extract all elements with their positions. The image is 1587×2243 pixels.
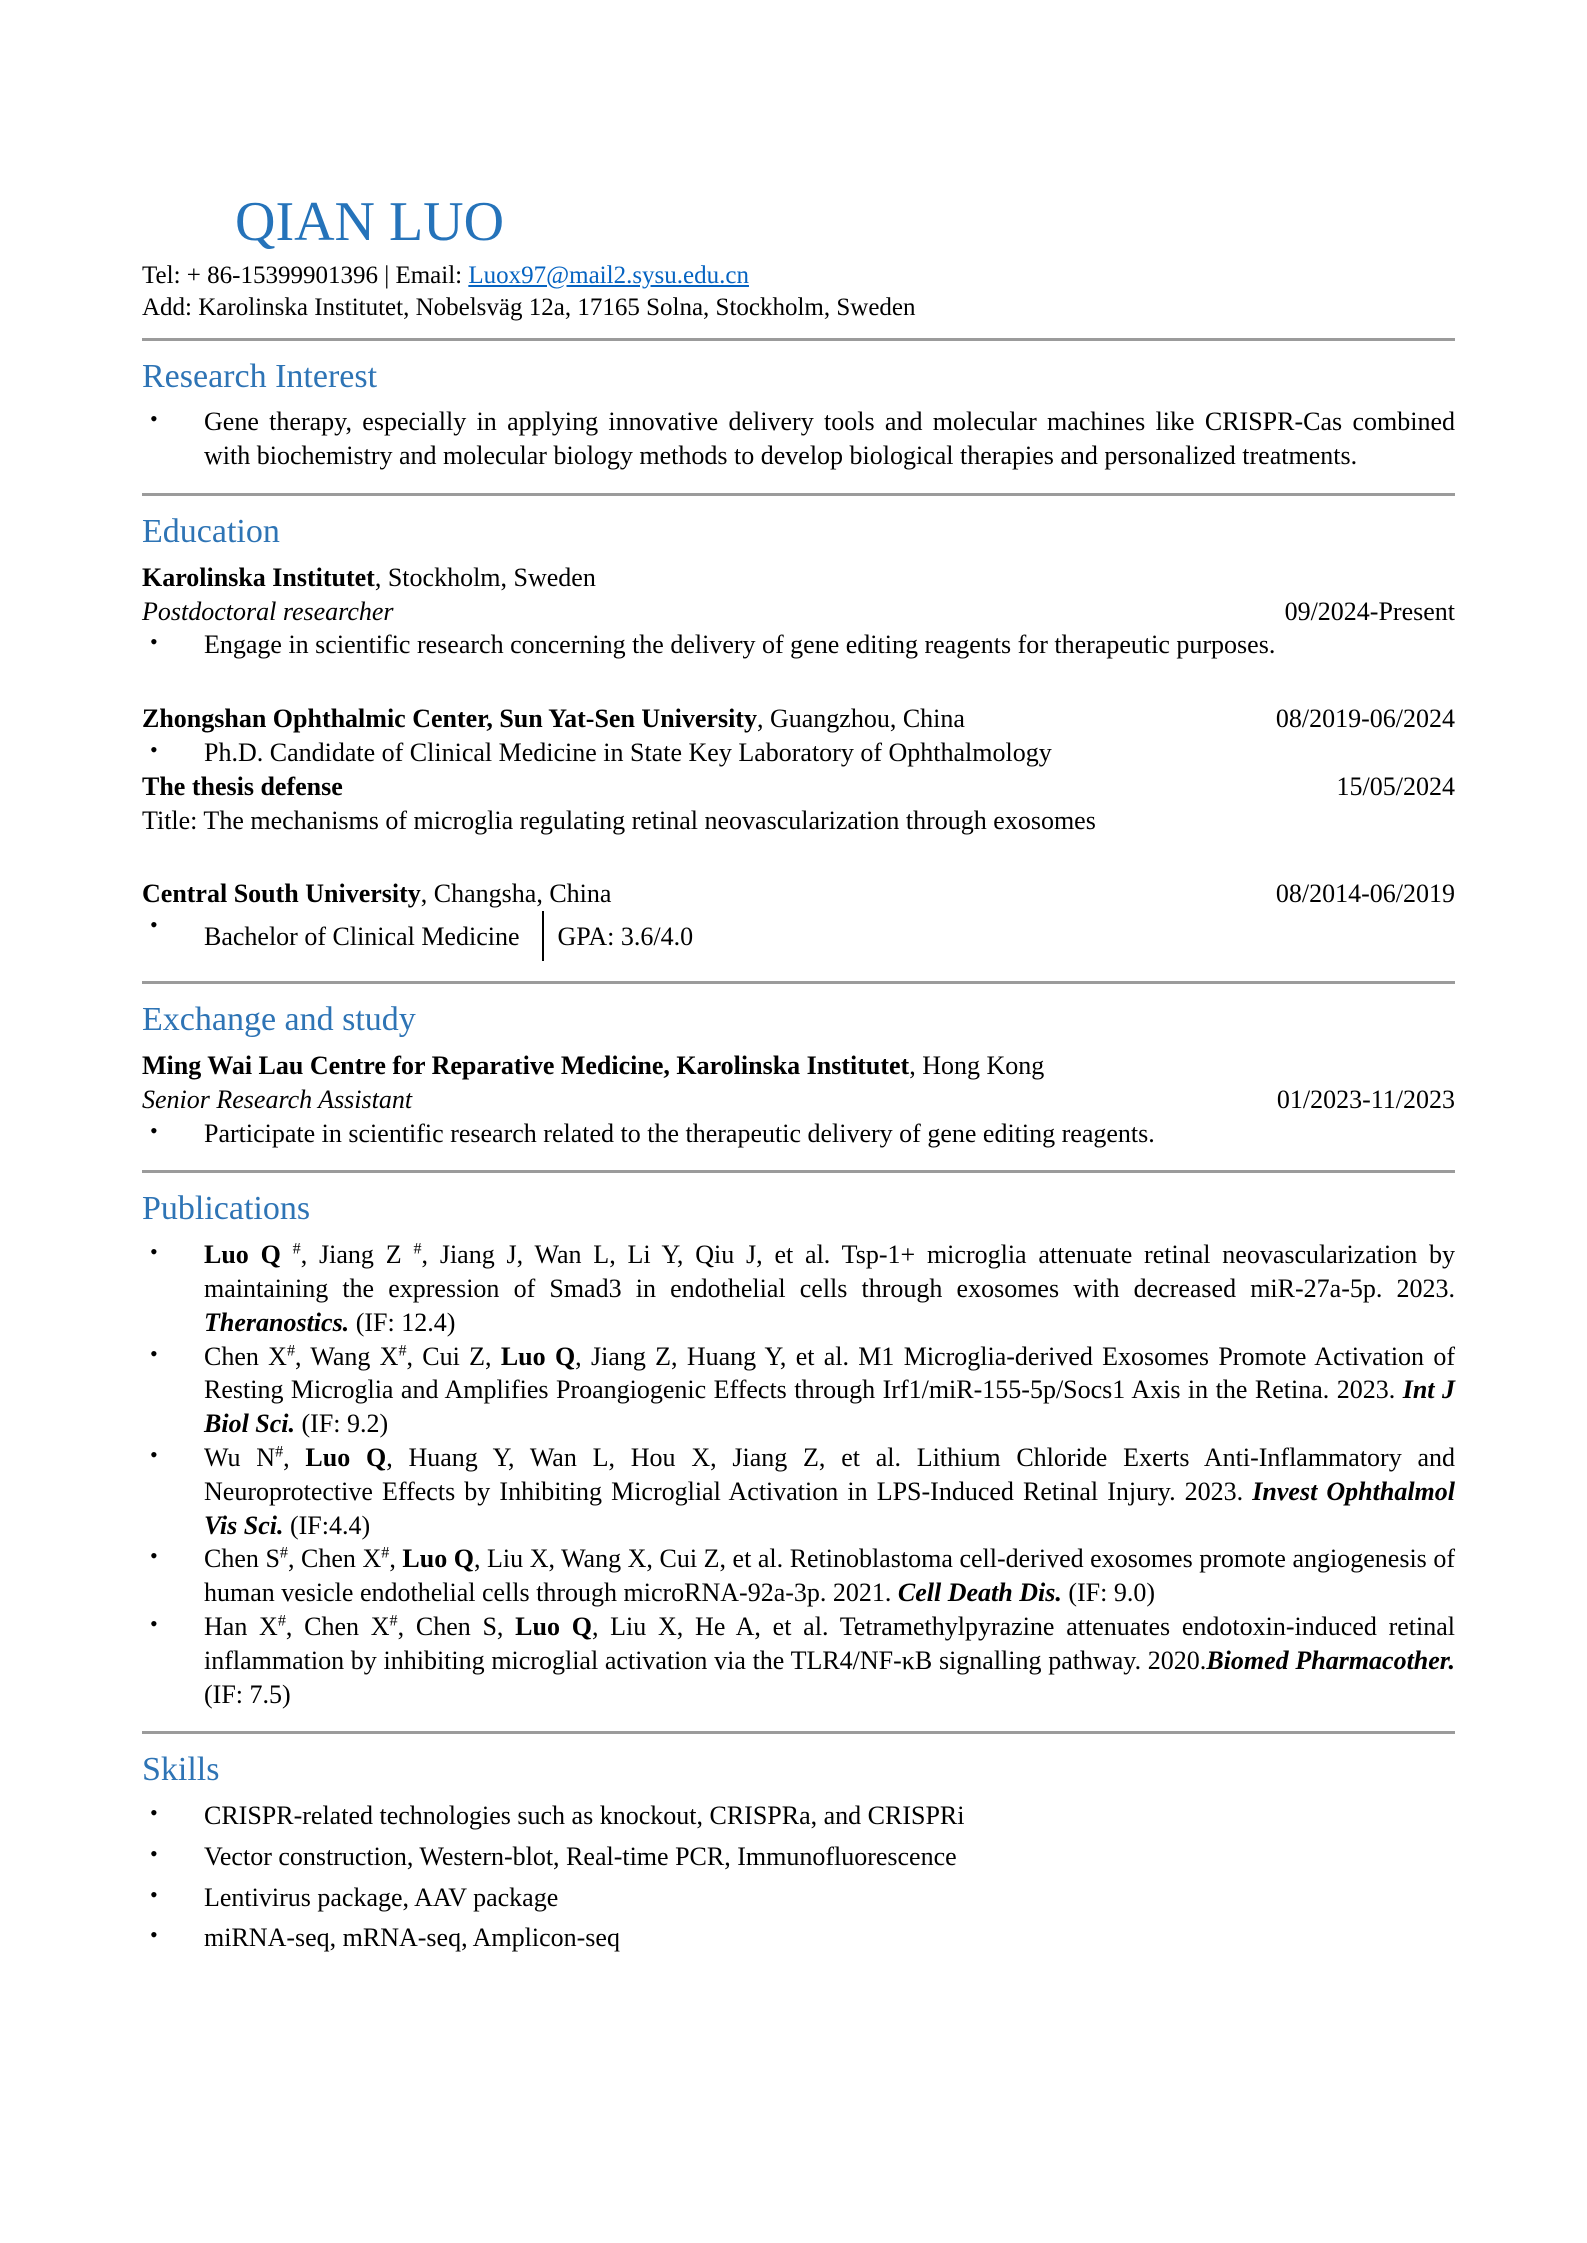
section-title-skills: Skills bbox=[142, 1751, 220, 1789]
email-link[interactable]: Luox97@mail2.sysu.edu.cn bbox=[468, 261, 749, 289]
resume-header bbox=[142, 192, 1455, 324]
org-name: Ming Wai Lau Centre for Reparative Medicine, Karolinska Institutet bbox=[142, 1050, 910, 1080]
org-line bbox=[142, 877, 611, 911]
skill-item: • CRISPR-related technologies such as knockout, CRISPRa, and CRISPRi bbox=[142, 1799, 1455, 1833]
degree-name: Bachelor of Clinical Medicine bbox=[204, 922, 520, 952]
skill-item: • Lentivirus package, AAV package bbox=[142, 1881, 1455, 1915]
research-interest-bullet: • Gene therapy, especially in applying innovative delivery tools and molecular machines like CRISPR-Cas combined with biochemistry and molecular biology methods to develop biological therapies and personalized treatments. bbox=[142, 405, 1455, 473]
gpa-divider-bar bbox=[542, 911, 544, 961]
section-skills bbox=[142, 1750, 1455, 1955]
divider bbox=[142, 981, 1455, 984]
role-title: Postdoctoral researcher bbox=[142, 596, 394, 626]
divider bbox=[142, 338, 1455, 341]
divider bbox=[142, 1170, 1455, 1173]
section-publications bbox=[142, 1189, 1455, 1711]
org-name: Karolinska Institutet bbox=[142, 562, 375, 592]
person-name: QIAN LUO bbox=[235, 191, 505, 253]
section-title-education: Education bbox=[142, 512, 280, 550]
degree-bullet bbox=[142, 911, 1455, 961]
section-research-interest bbox=[142, 357, 1455, 473]
publication-item: • Han X#, Chen X#, Chen S, Luo Q, Liu X, He A, et al. Tetramethylpyrazine attenuates endotoxin-induced retinal inflammation by inhibiting microglial activation via the TLR4/NF-κB signalling pathway. 2020.Biomed Pharmacother. (IF: 7.5) bbox=[142, 1610, 1455, 1711]
org-location: , Guangzhou, China bbox=[756, 704, 965, 734]
publication-item: • Luo Q #, Jiang Z #, Jiang J, Wan L, Li Y, Qiu J, et al. Tsp-1+ microglia attenuate retinal neovascularization by maintaining the expression of Smad3 in endothelial cells through exosomes with decreased miR-27a-5p. 2023. Theranostics. (IF: 12.4) bbox=[142, 1238, 1455, 1339]
publication-item: • Chen S#, Chen X#, Luo Q, Liu X, Wang X, Cui Z, et al. Retinoblastoma cell-derived exosomes promote angiogenesis of human vesicle endothelial cells through microRNA-92a-3p. 2021. Cell Death Dis. (IF: 9.0) bbox=[142, 1542, 1455, 1610]
skill-item: • miRNA-seq, mRNA-seq, Amplicon-seq bbox=[142, 1921, 1455, 1955]
tel-email-prefix: Tel: + 86-15399901396 | Email: bbox=[142, 261, 469, 289]
org-location: , Changsha, China bbox=[420, 879, 612, 909]
section-title-research-interest: Research Interest bbox=[142, 357, 378, 395]
thesis-label: The thesis defense bbox=[142, 771, 343, 801]
org-line bbox=[142, 561, 1455, 595]
exchange-bullet: • Participate in scientific research related to the therapeutic delivery of gene editing reagents. bbox=[142, 1117, 1455, 1151]
org-name: Central South University bbox=[142, 879, 421, 909]
publication-item: • Chen X#, Wang X#, Cui Z, Luo Q, Jiang Z, Huang Y, et al. M1 Microglia-derived Exosomes Promote Activation of Resting Microglia and Amplifies Proangiogenic Effects through Irf1/miR-155-5p/Socs1 Axis in the Retina. 2023. Int J Biol Sci. (IF: 9.2) bbox=[142, 1340, 1455, 1441]
org-line bbox=[142, 1049, 1455, 1083]
publication-item: • Wu N#, Luo Q, Huang Y, Wan L, Hou X, Jiang Z, et al. Lithium Chloride Exerts Anti-Inflammatory and Neuroprotective Effects by Inhibiting Microglial Activation in LPS-Induced Retinal Injury. 2023. Invest Ophthalmol Vis Sci. (IF:4.4) bbox=[142, 1441, 1455, 1542]
org-line bbox=[142, 702, 965, 736]
education-entry-karolinska bbox=[142, 561, 1455, 662]
address-line: Add: Karolinska Institutet, Nobelsväg 12a, 17165 Solna, Stockholm, Sweden bbox=[142, 293, 916, 321]
date-range: 08/2014-06/2019 bbox=[1275, 879, 1455, 909]
org-row bbox=[142, 702, 1455, 736]
thesis-row bbox=[142, 770, 1455, 804]
role-row bbox=[142, 595, 1455, 629]
education-bullet: • Engage in scientific research concerning the delivery of gene editing reagents for therapeutic purposes. bbox=[142, 628, 1455, 662]
date-range: 09/2024-Present bbox=[1284, 596, 1455, 626]
date-range: 01/2023-11/2023 bbox=[1276, 1084, 1455, 1114]
divider bbox=[142, 1731, 1455, 1734]
org-location: , Stockholm, Sweden bbox=[374, 562, 596, 592]
section-exchange bbox=[142, 1000, 1455, 1150]
education-entry-central-south bbox=[142, 877, 1455, 961]
org-name: Zhongshan Ophthalmic Center, Sun Yat-Sen University bbox=[142, 704, 757, 734]
contact-line bbox=[142, 260, 1455, 292]
thesis-title: Title: The mechanisms of microglia regulating retinal neovascularization through exosomes bbox=[142, 805, 1096, 835]
date-range: 08/2019-06/2024 bbox=[1275, 704, 1455, 734]
skill-item: • Vector construction, Western-blot, Real-time PCR, Immunofluorescence bbox=[142, 1840, 1455, 1874]
role-title: Senior Research Assistant bbox=[142, 1084, 413, 1114]
education-bullet: • Ph.D. Candidate of Clinical Medicine in State Key Laboratory of Ophthalmology bbox=[142, 736, 1455, 770]
section-education bbox=[142, 512, 1455, 961]
divider bbox=[142, 493, 1455, 496]
gpa-value: GPA: 3.6/4.0 bbox=[557, 922, 694, 952]
section-title-publications: Publications bbox=[142, 1190, 311, 1228]
thesis-date: 15/05/2024 bbox=[1336, 771, 1455, 801]
org-location: , Hong Kong bbox=[909, 1050, 1045, 1080]
education-entry-zhongshan bbox=[142, 702, 1455, 837]
role-row bbox=[142, 1083, 1455, 1117]
section-title-exchange: Exchange and study bbox=[142, 1001, 416, 1039]
org-row bbox=[142, 877, 1455, 911]
